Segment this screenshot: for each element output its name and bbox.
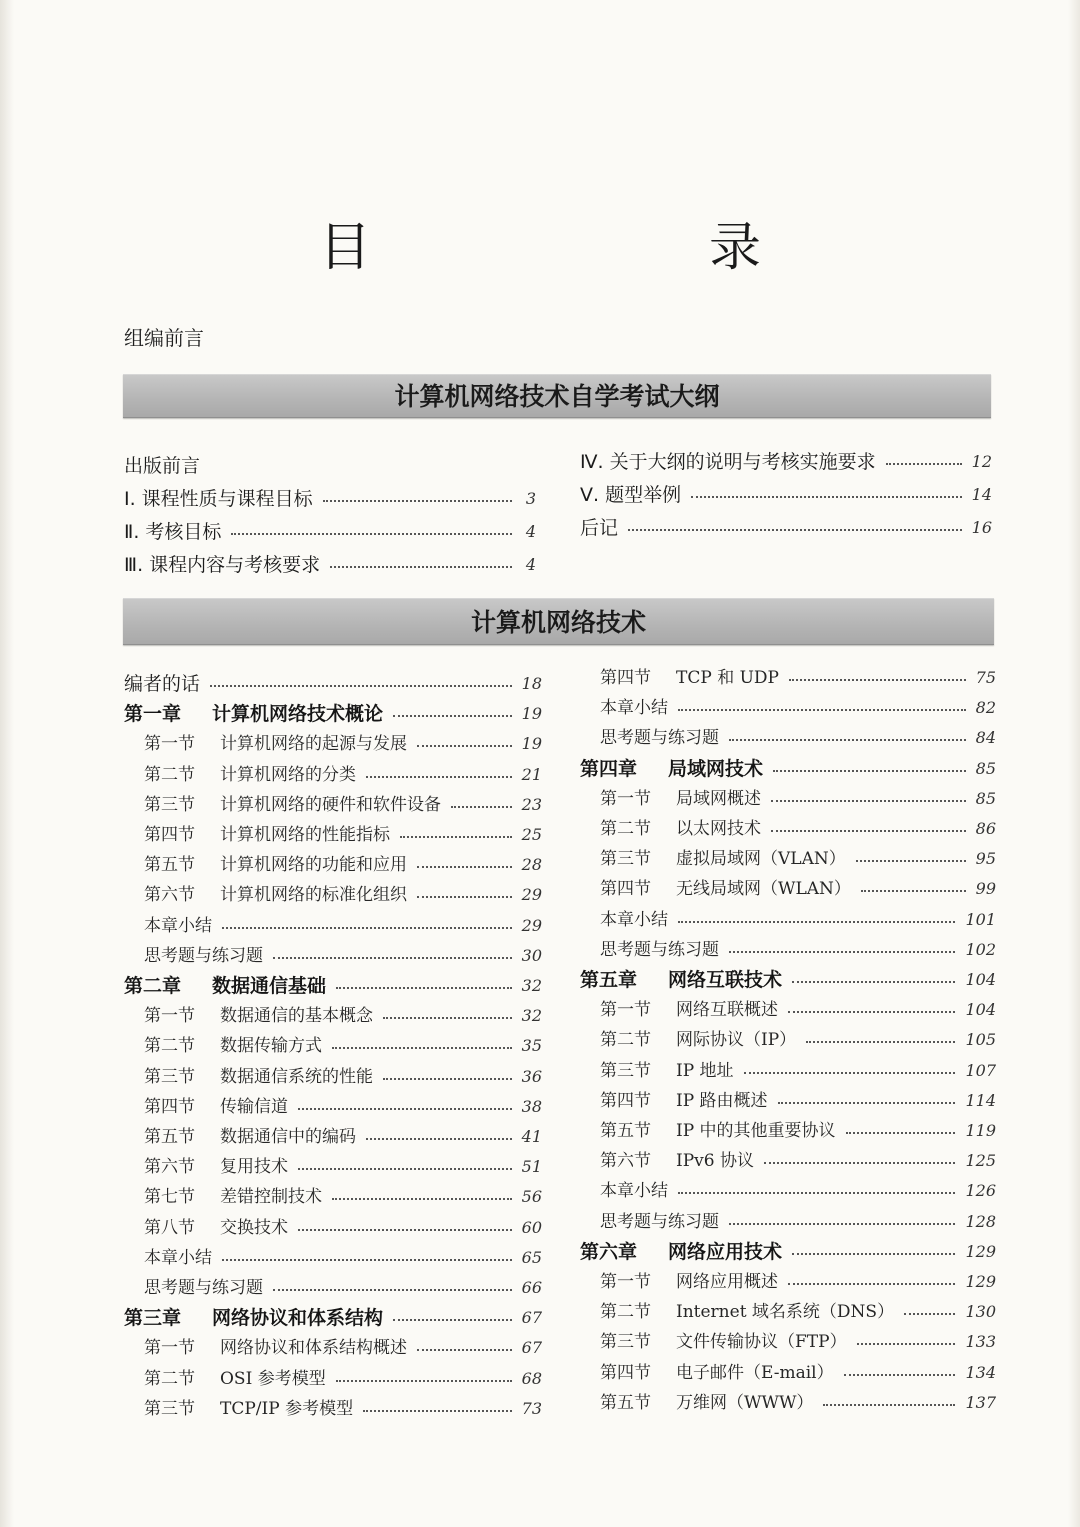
toc-entry-title: 计算机网络的性能指标: [220, 825, 390, 845]
toc-entry-title: 数据传输方式: [220, 1036, 322, 1057]
toc-entry-title: 本章小结: [600, 698, 668, 719]
leader-dots: [788, 1011, 955, 1013]
leader-dots: [417, 866, 512, 868]
outline-section-banner: 计算机网络技术自学考试大纲: [123, 374, 991, 418]
leader-dots: [678, 1192, 955, 1194]
toc-entry-number: 第二节: [144, 1368, 195, 1389]
toc-entry-number: 第三节: [144, 1398, 195, 1419]
toc-entry: [600, 1057, 996, 1085]
toc-entry-number: 第六节: [600, 1151, 651, 1172]
toc-entry-title: Ⅰ. 课程性质与课程目标: [124, 488, 313, 510]
page-title: 目 录: [318, 218, 839, 278]
leader-dots: [330, 566, 512, 568]
leader-dots: [778, 1102, 956, 1104]
toc-entry: [144, 851, 542, 879]
toc-entry: [124, 518, 536, 546]
toc-entry-title: 计算机网络技术概论: [212, 703, 384, 726]
leader-dots: [729, 951, 955, 953]
toc-entry-number: 第一节: [144, 1338, 195, 1359]
toc-entry: [600, 1328, 996, 1356]
toc-page-number: 14: [971, 485, 992, 504]
book-section-banner: 计算机网络技术: [123, 598, 994, 645]
toc-entry-title: 局域网概述: [676, 788, 761, 809]
toc-page-number: 67: [521, 1308, 542, 1328]
leader-dots: [417, 745, 512, 747]
toc-entry-number: 第一节: [600, 1272, 651, 1292]
toc-entry-title: 本章小结: [144, 1247, 212, 1268]
leader-dots: [383, 1078, 512, 1080]
toc-page-number: 3: [525, 489, 536, 508]
toc-page-number: 104: [965, 970, 996, 989]
toc-entry-number: 第八节: [144, 1217, 195, 1238]
toc-page-number: 16: [971, 518, 992, 537]
toc-entry: [600, 785, 996, 813]
toc-entry-number: 第一节: [144, 1006, 195, 1027]
toc-entry-title: 本章小结: [600, 909, 668, 930]
toc-entry-title: 局域网技术: [668, 757, 764, 780]
toc-entry-title: 计算机网络的功能和应用: [220, 855, 407, 876]
toc-entry: [144, 1002, 542, 1030]
toc-page-number: 66: [521, 1278, 542, 1297]
toc-entry-title: 数据通信的基本概念: [220, 1006, 373, 1027]
toc-entry: [600, 1177, 996, 1205]
toc-entry: [600, 1117, 996, 1145]
leader-dots: [857, 1343, 956, 1345]
toc-entry-title: 万维网（WWW）: [676, 1392, 814, 1413]
toc-entry: [580, 755, 996, 783]
toc-entry: [600, 845, 996, 873]
toc-page-number: 19: [521, 734, 542, 754]
leader-dots: [904, 1313, 955, 1315]
toc-entry-title: 计算机网络的分类: [220, 764, 356, 785]
toc-entry: [124, 1304, 542, 1332]
toc-page-number: 82: [975, 698, 996, 718]
toc-page-number: 23: [521, 794, 542, 814]
toc-entry: [580, 966, 996, 994]
toc-entry: [600, 1298, 996, 1326]
toc-entry: [600, 1268, 996, 1296]
toc-entry: [144, 1183, 542, 1211]
leader-dots: [417, 1349, 512, 1351]
toc-entry-title: 思考题与练习题: [144, 945, 263, 966]
toc-entry: [144, 730, 542, 758]
toc-entry-title: 网络协议和体系结构概述: [220, 1338, 407, 1359]
leader-dots: [844, 1374, 956, 1376]
toc-entry-number: 第七节: [144, 1187, 195, 1208]
leader-dots: [846, 1132, 956, 1134]
toc-entry: [600, 1208, 996, 1236]
toc-entry-title: IP 地址: [676, 1060, 734, 1081]
toc-page-number: 129: [965, 1272, 996, 1291]
leader-dots: [323, 500, 512, 502]
toc-entry-number: 第一节: [600, 788, 651, 809]
toc-page-number: 129: [965, 1241, 996, 1261]
leader-dots: [231, 533, 512, 535]
toc-page-number: 35: [521, 1036, 542, 1056]
toc-page-number: 32: [521, 1006, 542, 1026]
toc-entry-title: 交换技术: [220, 1217, 288, 1238]
toc-entry: [580, 448, 992, 476]
toc-page-number: 32: [521, 976, 542, 995]
toc-entry-title: 出版前言: [124, 455, 201, 477]
leader-dots: [393, 715, 512, 717]
toc-entry-title: 文件传输协议（FTP）: [676, 1332, 847, 1353]
toc-entry-title: Ⅱ. 考核目标: [124, 521, 222, 543]
toc-entry: [144, 1153, 542, 1181]
toc-page-number: 4: [525, 555, 536, 574]
toc-entry-number: 第四节: [600, 1090, 651, 1111]
toc-page-number: 29: [521, 915, 542, 935]
toc-page-number: 86: [975, 819, 996, 838]
leader-dots: [273, 957, 512, 959]
leader-dots: [691, 496, 962, 498]
toc-entry-title: 网际协议（IP）: [676, 1030, 797, 1051]
toc-entry-number: 第四节: [600, 1362, 651, 1383]
toc-page-number: 84: [975, 728, 996, 748]
leader-dots: [788, 1283, 955, 1285]
leader-dots: [744, 1072, 956, 1074]
toc-entry-title: 网络应用技术: [668, 1240, 783, 1263]
toc-page-number: 99: [975, 879, 996, 899]
toc-entry: [580, 481, 992, 509]
leader-dots: [792, 981, 955, 983]
toc-entry-title: 数据通信系统的性能: [220, 1066, 373, 1087]
toc-entry-title: 计算机网络的硬件和软件设备: [220, 794, 441, 815]
leader-dots: [383, 1017, 512, 1019]
toc-entry-number: 第六节: [144, 1157, 195, 1178]
leader-dots: [393, 1319, 512, 1321]
toc-entry-title: 无线局域网（WLAN）: [676, 879, 851, 900]
toc-entry-title: 电子邮件（E-mail）: [676, 1362, 834, 1383]
toc-entry-number: 第六章: [580, 1240, 638, 1263]
toc-entry-title: 计算机网络的标准化组织: [220, 885, 407, 906]
toc-entry-number: 第四节: [144, 825, 195, 845]
toc-entry-number: 第二章: [124, 975, 182, 997]
leader-dots: [773, 770, 966, 772]
toc-entry-title: 计算机网络的起源与发展: [220, 734, 407, 755]
toc-entry-title: 以太网技术: [676, 819, 761, 839]
toc-entry: [600, 875, 996, 903]
toc-page-number: 134: [965, 1362, 996, 1382]
toc-entry: [144, 1365, 542, 1393]
leader-dots: [729, 739, 966, 741]
toc-entry: [144, 1244, 542, 1272]
toc-entry: [600, 936, 996, 964]
toc-entry-title: OSI 参考模型: [220, 1368, 326, 1389]
toc-entry: [580, 514, 992, 542]
toc-entry-title: IP 中的其他重要协议: [676, 1121, 836, 1141]
toc-entry: [124, 700, 542, 728]
preface-entry: 组编前言: [124, 326, 204, 350]
leader-dots: [298, 1229, 512, 1231]
toc-entry-number: 第五节: [144, 1127, 195, 1147]
leader-dots: [628, 529, 962, 531]
toc-entry-title: 本章小结: [600, 1181, 668, 1202]
leader-dots: [298, 1168, 512, 1170]
leader-dots: [451, 806, 512, 808]
toc-entry: [144, 1093, 542, 1121]
toc-page-number: 68: [521, 1368, 542, 1388]
toc-page-number: 102: [965, 939, 996, 959]
leader-dots: [222, 1259, 512, 1261]
leader-dots: [366, 1138, 512, 1140]
toc-page-number: 95: [975, 849, 996, 869]
toc-entry-number: 第三节: [600, 1332, 651, 1353]
toc-entry: [600, 996, 996, 1024]
toc-entry-title: 虚拟局域网（VLAN）: [676, 849, 846, 870]
toc-page-number: 60: [521, 1217, 542, 1237]
toc-entry-number: 第五节: [144, 855, 195, 876]
toc-entry: [144, 942, 542, 970]
toc-entry: [144, 1214, 542, 1242]
leader-dots: [298, 1108, 512, 1110]
toc-entry: [600, 724, 996, 752]
leader-dots: [861, 890, 966, 892]
toc-page-number: 128: [965, 1211, 996, 1231]
toc-page-number: 28: [521, 855, 542, 875]
leader-dots: [771, 800, 966, 802]
toc-entry: [600, 664, 996, 692]
leader-dots: [789, 679, 966, 681]
toc-page-number: 56: [521, 1187, 542, 1207]
toc-entry-number: 第二节: [144, 764, 195, 785]
toc-entry-title: 数据通信基础: [212, 975, 327, 997]
toc-entry-title: IP 路由概述: [676, 1090, 768, 1111]
toc-entry: [144, 791, 542, 819]
toc-entry-number: 第一节: [600, 1000, 651, 1021]
toc-entry-title: 网络互联概述: [676, 1000, 778, 1021]
leader-dots: [400, 836, 512, 838]
toc-entry-title: Ⅴ. 题型举例: [580, 484, 682, 506]
leader-dots: [764, 1162, 955, 1164]
toc-entry-title: IPv6 协议: [676, 1151, 754, 1172]
leader-dots: [222, 927, 512, 929]
toc-page-number: 119: [965, 1121, 996, 1140]
toc-page-number: 85: [975, 758, 996, 778]
toc-page-number: 51: [521, 1157, 542, 1177]
toc-entry-title: 思考题与练习题: [600, 728, 719, 749]
toc-entry: [600, 694, 996, 722]
leader-dots: [771, 830, 966, 832]
toc-entry-number: 第一章: [124, 703, 182, 726]
toc-entry-title: TCP 和 UDP: [676, 668, 779, 688]
toc-page-number: 114: [965, 1090, 996, 1110]
toc-entry-title: 编者的话: [124, 673, 201, 695]
toc-entry: [144, 881, 542, 909]
toc-entry-title: 思考题与练习题: [144, 1278, 263, 1298]
toc-entry-number: 第一节: [144, 734, 195, 755]
toc-page-number: 67: [521, 1338, 542, 1358]
toc-entry-number: 第二节: [600, 1030, 651, 1051]
toc-entry: [144, 761, 542, 789]
leader-dots: [210, 685, 512, 687]
toc-page-number: 125: [965, 1151, 996, 1171]
toc-entry: [600, 1147, 996, 1175]
toc-entry: [124, 670, 542, 698]
toc-entry: [124, 972, 542, 1000]
leader-dots: [792, 1253, 955, 1255]
leader-dots: [332, 1198, 512, 1200]
toc-page-number: 36: [521, 1066, 542, 1086]
toc-entry: [144, 821, 542, 849]
toc-entry-number: 第五节: [600, 1121, 651, 1141]
toc-entry: [124, 551, 536, 579]
toc-entry-title: 思考题与练习题: [600, 939, 719, 960]
leader-dots: [332, 1047, 512, 1049]
leader-dots: [273, 1289, 512, 1291]
toc-entry-number: 第三节: [600, 849, 651, 870]
toc-page-number: 29: [521, 885, 542, 905]
leader-dots: [678, 921, 955, 923]
toc-page-number: 18: [521, 674, 542, 693]
toc-entry: [600, 1087, 996, 1115]
toc-page-number: 130: [965, 1302, 996, 1322]
toc-entry-title: 网络互联技术: [668, 969, 783, 991]
toc-entry: [144, 1032, 542, 1060]
toc-entry: [124, 452, 536, 480]
toc-page-number: 41: [521, 1127, 542, 1146]
toc-entry-title: 差错控制技术: [220, 1187, 322, 1208]
toc-entry-number: 第四节: [600, 879, 651, 900]
toc-entry-number: 第六节: [144, 885, 195, 906]
toc-entry-title: 数据通信中的编码: [220, 1127, 356, 1147]
toc-entry-number: 第五节: [600, 1392, 651, 1413]
toc-entry-number: 第二节: [600, 1302, 651, 1323]
toc-entry-title: TCP/IP 参考模型: [220, 1398, 354, 1419]
toc-page-number: 104: [965, 1000, 996, 1020]
toc-entry: [600, 1026, 996, 1054]
leader-dots: [806, 1041, 955, 1043]
leader-dots: [363, 1410, 512, 1412]
toc-entry-title: 复用技术: [220, 1157, 288, 1178]
toc-page-number: 137: [965, 1392, 996, 1412]
toc-entry-number: 第二节: [144, 1036, 195, 1057]
toc-entry-number: 第三节: [600, 1060, 651, 1081]
toc-entry: [144, 1063, 542, 1091]
toc-entry-number: 第二节: [600, 819, 651, 839]
toc-entry: [600, 1359, 996, 1387]
toc-page-number: 107: [965, 1060, 996, 1080]
toc-page-number: 133: [965, 1332, 996, 1352]
toc-entry: [144, 1395, 542, 1423]
toc-page-number: 30: [521, 945, 542, 965]
toc-page-number: 21: [521, 764, 542, 784]
toc-page-number: 25: [521, 825, 542, 844]
toc-entry-title: Ⅳ. 关于大纲的说明与考核实施要求: [580, 451, 876, 473]
toc-page-number: 126: [965, 1181, 996, 1201]
toc-page-number: 85: [975, 788, 996, 808]
leader-dots: [823, 1404, 955, 1406]
toc-entry-number: 第四节: [144, 1096, 195, 1117]
toc-entry-title: 思考题与练习题: [600, 1211, 719, 1232]
toc-page-number: 65: [521, 1247, 542, 1267]
toc-entry: [600, 1389, 996, 1417]
toc-entry: [144, 1274, 542, 1302]
leader-dots: [417, 896, 512, 898]
toc-entry: [600, 815, 996, 843]
toc-entry-number: 第四节: [600, 668, 651, 688]
toc-page-number: 12: [971, 452, 992, 471]
leader-dots: [886, 463, 962, 465]
toc-entry: [144, 1123, 542, 1151]
toc-entry-title: 网络应用概述: [676, 1272, 778, 1292]
toc-entry-title: 后记: [580, 517, 619, 539]
toc-entry: [580, 1238, 996, 1266]
leader-dots: [336, 987, 512, 989]
leader-dots: [729, 1223, 955, 1225]
toc-page-number: 19: [521, 704, 542, 724]
leader-dots: [366, 776, 512, 778]
toc-entry: [124, 485, 536, 513]
toc-page-number: 105: [965, 1030, 996, 1050]
leader-dots: [678, 709, 966, 711]
toc-entry-title: 本章小结: [144, 915, 212, 936]
toc-entry-number: 第四章: [580, 757, 638, 780]
leader-dots: [336, 1380, 512, 1382]
toc-entry-number: 第三节: [144, 794, 195, 815]
toc-page-number: 38: [521, 1096, 542, 1116]
toc-entry-number: 第三节: [144, 1066, 195, 1087]
toc-entry-number: 第三章: [124, 1307, 182, 1330]
toc-entry: [144, 1334, 542, 1362]
toc-page-number: 73: [521, 1398, 542, 1418]
toc-entry: [144, 912, 542, 940]
toc-entry-title: Internet 域名系统（DNS）: [676, 1302, 895, 1323]
leader-dots: [856, 860, 966, 862]
toc-page-number: 101: [965, 909, 996, 929]
toc-page-number: 75: [975, 668, 996, 687]
toc-entry-number: 第五章: [580, 969, 638, 991]
toc-entry-title: 网络协议和体系结构: [212, 1307, 384, 1330]
toc-page-number: 4: [525, 522, 536, 541]
toc-entry: [600, 906, 996, 934]
toc-entry-title: 传输信道: [220, 1096, 288, 1117]
toc-entry-title: Ⅲ. 课程内容与考核要求: [124, 554, 321, 576]
